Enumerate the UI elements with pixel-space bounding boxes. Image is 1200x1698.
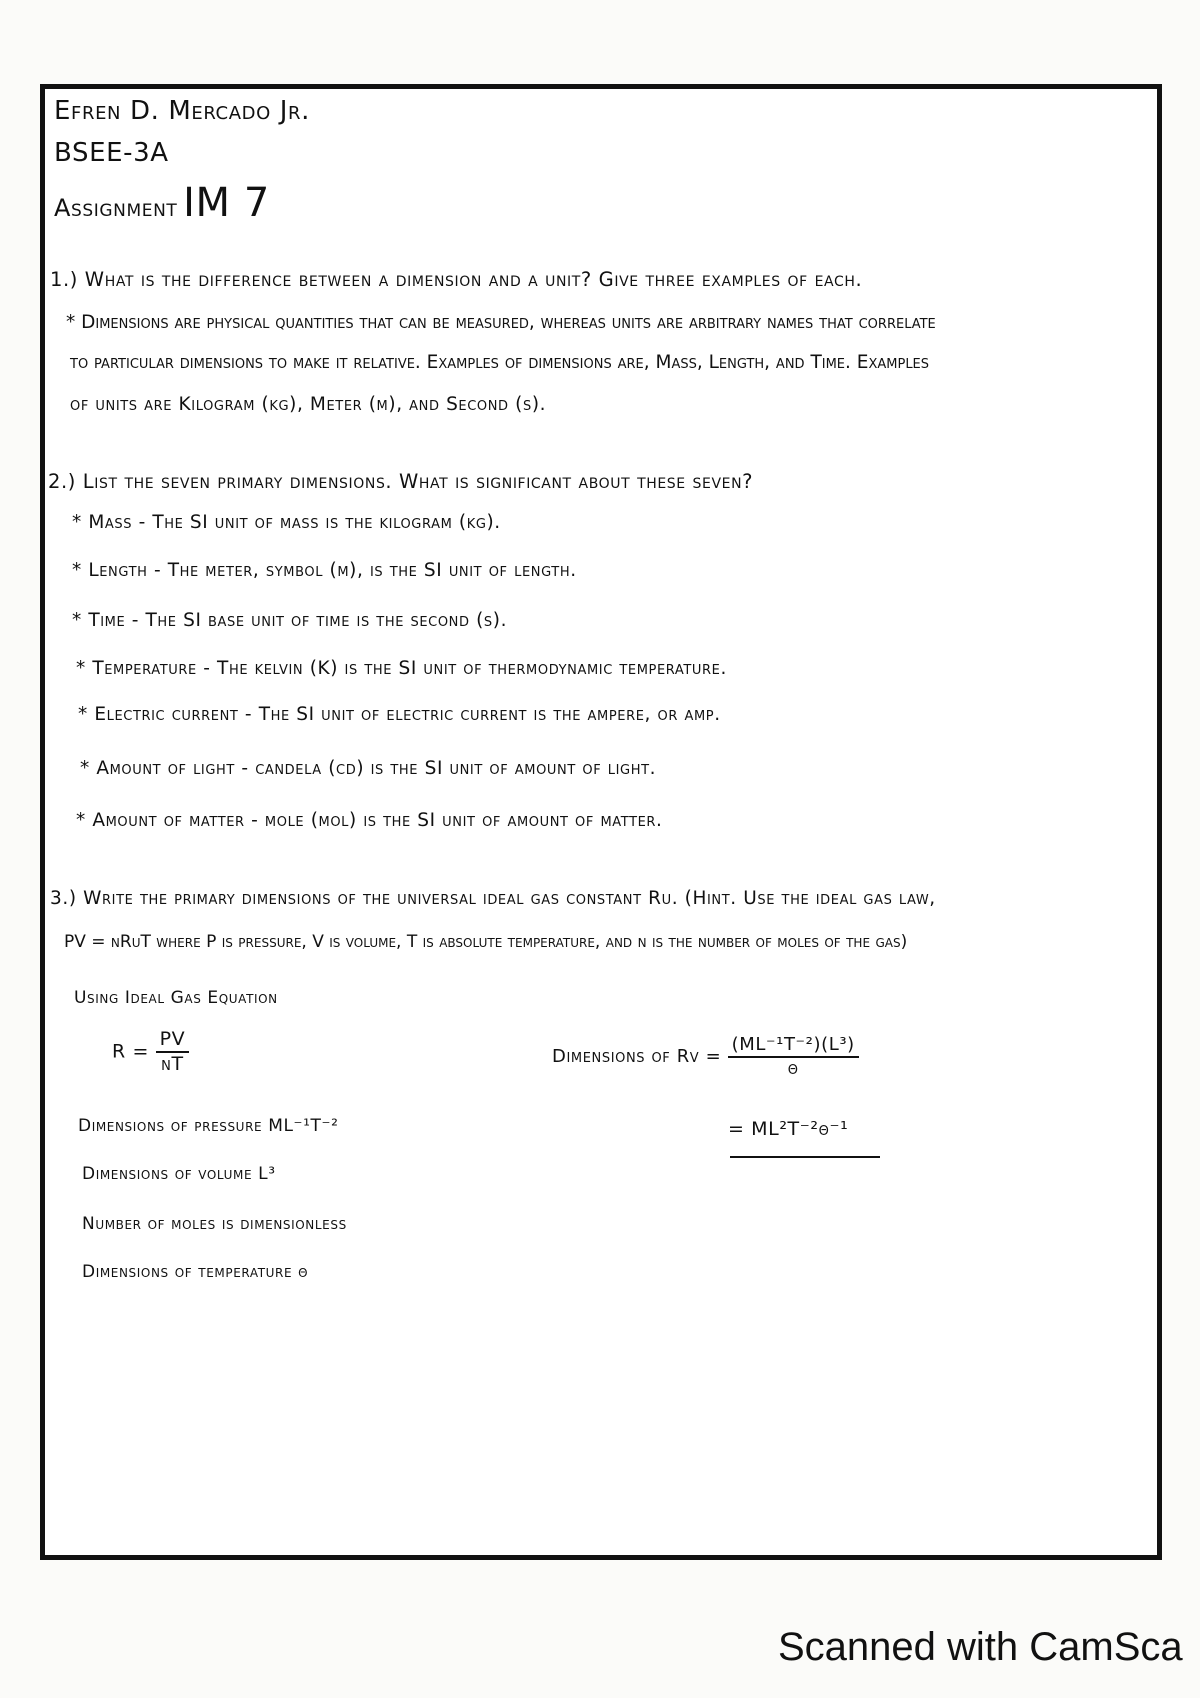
q2-item-mass: * Mass - The SI unit of mass is the kilogram (kg). bbox=[72, 512, 501, 533]
q3-result-lhs: Dimensions of Rv = bbox=[552, 1046, 722, 1067]
q2-item-light: * Amount of light - candela (cd) is the SI unit of amount of light. bbox=[80, 758, 657, 779]
q2-item-length: * Length - The meter, symbol (m), is the SI unit of length. bbox=[72, 560, 577, 581]
q2-question: 2.) List the seven primary dimensions. What is significant about these seven? bbox=[48, 470, 754, 493]
q3-result-fraction bbox=[728, 1034, 859, 1079]
q2-item-current: * Electric current - The SI unit of electric current is the ampere, or amp. bbox=[78, 704, 721, 725]
q3-formula-lhs: R = bbox=[112, 1040, 149, 1063]
assignment-label: Assignment bbox=[54, 194, 178, 222]
q3-formula-numerator: PV bbox=[156, 1028, 190, 1053]
q3-dim-temperature: Dimensions of temperature θ bbox=[82, 1262, 309, 1282]
q3-formula bbox=[112, 1028, 189, 1075]
q1-answer-line2: to particular dimensions to make it relative. Examples of dimensions are, Mass, Length, and Time. Examples bbox=[70, 352, 930, 373]
q3-dim-pressure: Dimensions of pressure ML⁻¹T⁻² bbox=[78, 1116, 339, 1136]
q3-result-final: = ML²T⁻²θ⁻¹ bbox=[728, 1118, 849, 1140]
q3-formula-fraction bbox=[156, 1028, 190, 1075]
assignment-id: IM 7 bbox=[183, 180, 270, 226]
q3-question-line2: PV = nRuT where P is pressure, V is volume, T is absolute temperature, and n is the number of moles of the gas) bbox=[64, 932, 908, 952]
q2-item-matter: * Amount of matter - mole (mol) is the SI unit of amount of matter. bbox=[76, 810, 663, 831]
q3-result-underline bbox=[730, 1156, 880, 1158]
q3-using-ideal-gas: Using Ideal Gas Equation bbox=[74, 988, 278, 1008]
q2-item-temperature: * Temperature - The kelvin (K) is the SI unit of thermodynamic temperature. bbox=[76, 658, 727, 679]
student-section: BSEE-3A bbox=[54, 138, 169, 168]
q1-question: 1.) What is the difference between a dimension and a unit? Give three examples of each. bbox=[50, 268, 863, 291]
q3-question-line1: 3.) Write the primary dimensions of the universal ideal gas constant Ru. (Hint. Use the ideal gas law, bbox=[50, 888, 936, 909]
q1-answer-line1: * Dimensions are physical quantities that can be measured, whereas units are arbitrary names that correlate bbox=[66, 312, 936, 333]
q3-formula-denominator: nT bbox=[161, 1053, 184, 1075]
q2-item-time: * Time - The SI base unit of time is the second (s). bbox=[72, 610, 508, 631]
q3-result-denominator: θ bbox=[787, 1058, 799, 1079]
q1-answer-line3: of units are Kilogram (kg), Meter (m), and Second (s). bbox=[70, 394, 547, 415]
q3-dim-volume: Dimensions of volume L³ bbox=[82, 1164, 276, 1184]
q3-moles-dimensionless: Number of moles is dimensionless bbox=[82, 1214, 347, 1234]
q3-result-numerator: (ML⁻¹T⁻²)(L³) bbox=[728, 1034, 859, 1058]
student-name: Efren D. Mercado Jr. bbox=[54, 96, 310, 126]
assignment-title bbox=[54, 180, 270, 240]
scanner-watermark: Scanned with CamSca bbox=[778, 1625, 1183, 1669]
q3-result bbox=[552, 1034, 859, 1079]
